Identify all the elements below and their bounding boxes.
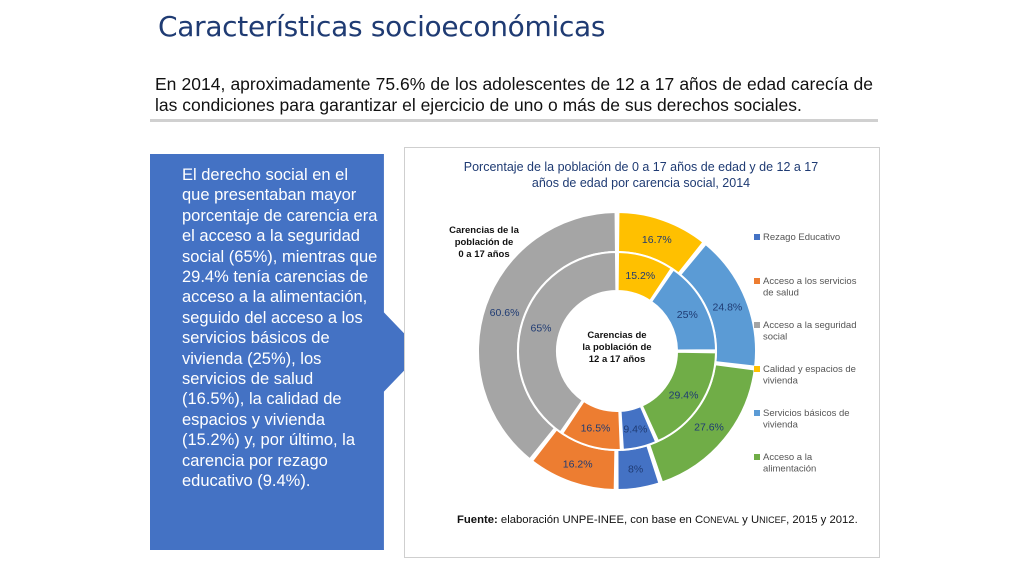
- outer-ring-label-salud: 16.2%: [562, 458, 593, 471]
- outer-ring-label-alimentacion: 27.6%: [694, 421, 724, 434]
- outer-ring-label-seguridad-social: 60.6%: [489, 307, 520, 320]
- chart-title-line: años de edad por carencia social, 2014: [531, 176, 751, 190]
- legend-swatch: [754, 322, 760, 328]
- intro-paragraph: En 2014, aproximadamente 75.6% de los adolescentes de 12 a 17 años de edad carecía de las condiciones para garantizar el ejercicio de uno o más de sus derechos sociales.: [155, 74, 873, 115]
- source-label: Fuente:: [457, 514, 498, 526]
- legend-label-line: Servicios básicos de: [763, 408, 850, 419]
- legend-swatch: [754, 278, 760, 284]
- legend-label-line: Calidad y espacios de: [763, 364, 856, 375]
- center-caption-line: 12 a 17 años: [588, 354, 646, 365]
- callout-text: El derecho social en el que presentaban mayor porcentaje de carencia era el acceso a la seguridad social (65%), mientras que 29.4% tenía carencias de acceso a la alimentación, seguido del acceso a los servicios básicos de vivienda (25%), los servicios de salud (16.5%), la calidad de espacios y vivienda (15.2%) y, por último, la carencia por rezago educativo (9.4%).: [182, 166, 378, 491]
- outer-ring-caption-line: 0 a 17 años: [458, 249, 510, 260]
- source-and: y: [739, 514, 751, 526]
- inner-ring-label-salud: 16.5%: [580, 422, 611, 435]
- center-caption-line: la población de: [582, 342, 652, 353]
- legend-label-line: Acceso a la: [763, 452, 813, 463]
- source-text: elaboración UNPE-INEE, con base en: [497, 514, 695, 526]
- source-coneval-c: C: [694, 514, 704, 526]
- outer-ring-caption-line: población de: [454, 237, 514, 248]
- legend-label-line: social: [763, 331, 788, 343]
- inner-ring-label-rezago: 9.4%: [623, 423, 648, 436]
- legend-swatch: [754, 454, 760, 460]
- source-coneval-rest: ONEVAL: [703, 515, 739, 525]
- source-years: , 2015 y 2012.: [786, 514, 858, 526]
- source-unicef-rest: NICEF: [759, 515, 787, 525]
- inner-ring-label-alimentacion: 29.4%: [668, 389, 699, 402]
- legend-swatch: [754, 410, 760, 416]
- chart-source: [457, 514, 858, 526]
- outer-ring-label-calidad-espacios: 16.7%: [641, 233, 672, 246]
- legend-label-line: vivienda: [763, 419, 798, 431]
- page-title: Características socioeconómicas: [158, 10, 606, 43]
- center-caption-line: Carencias de: [587, 330, 647, 341]
- outer-ring-label-rezago: 8%: [628, 463, 644, 476]
- legend-label-line: vivienda: [763, 375, 798, 387]
- inner-ring-label-servicios-basicos: 25%: [676, 308, 698, 321]
- inner-ring-label-calidad-espacios: 15.2%: [625, 269, 656, 282]
- outer-ring-label-servicios-basicos: 24.8%: [712, 301, 743, 314]
- legend-swatch: [754, 366, 760, 372]
- legend-label-line: alimentación: [763, 463, 817, 475]
- legend-label-line: Acceso a la seguridad: [763, 320, 857, 331]
- legend-label-line: Rezago Educativo: [763, 232, 841, 243]
- chart-title-line: Porcentaje de la población de 0 a 17 años de edad y de 12 a 17: [463, 160, 819, 174]
- legend-label-line: de salud: [763, 287, 799, 299]
- legend-swatch: [754, 234, 760, 240]
- source-unicef-u: U: [750, 514, 760, 526]
- outer-ring-caption-line: Carencias de la: [449, 225, 519, 236]
- legend-label-line: Acceso a los servicios: [763, 276, 857, 287]
- inner-ring-label-seguridad-social: 65%: [530, 322, 552, 335]
